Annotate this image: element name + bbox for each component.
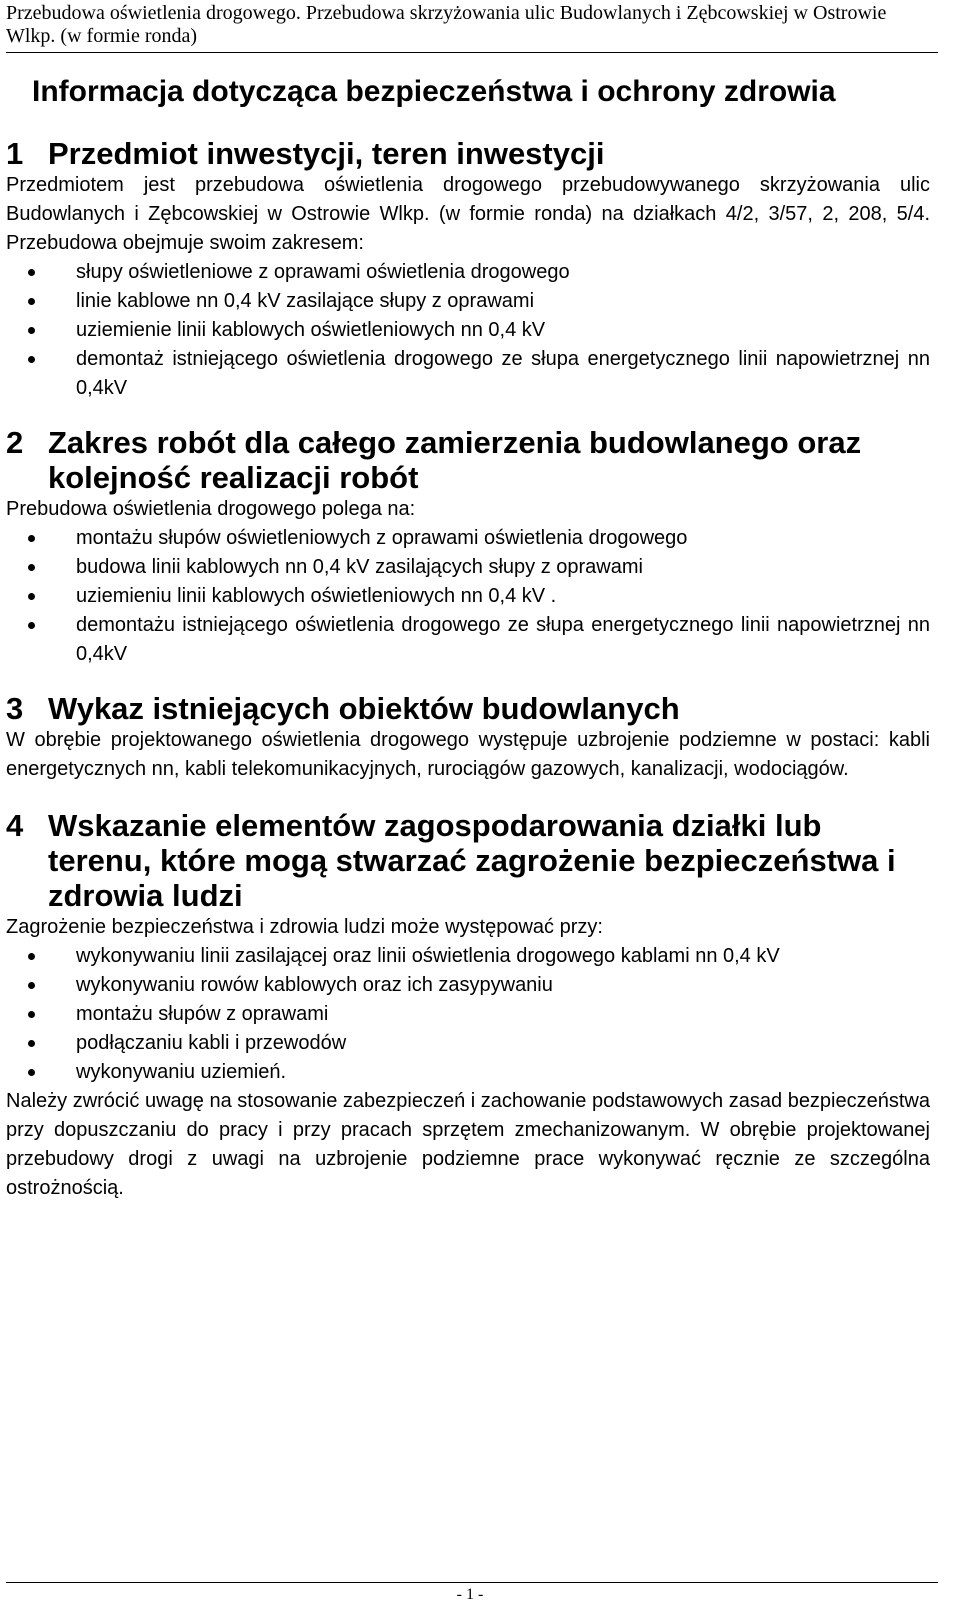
bullet-icon xyxy=(28,622,35,629)
bullet-icon xyxy=(28,982,35,989)
section-title: Wykaz istniejących obiektów budowlanych xyxy=(48,691,680,726)
section-intro: Przedmiotem jest przebudowa oświetlenia drogowego przebudowywanego skrzyżowania ulic Budowlanych i Zębcowskiej w Ostrowie Wlkp. (w formie ronda) na działkach 4/2, 3/57, 2, 208, 5/4. Przebudowa obejmuje swoim zakresem: xyxy=(6,174,930,254)
list-item: wykonywaniu rowów kablowych oraz ich zasypywaniu xyxy=(6,971,930,1000)
document-content xyxy=(6,70,930,1203)
section-heading xyxy=(6,425,930,495)
bullet-icon xyxy=(28,1040,35,1047)
bullet-icon xyxy=(28,953,35,960)
bullet-icon xyxy=(28,1069,35,1076)
section-1 xyxy=(6,136,930,403)
list-item: montażu słupów z oprawami xyxy=(6,1000,930,1029)
list-item: linie kablowe nn 0,4 kV zasilające słupy z oprawami xyxy=(6,287,930,316)
list-item: uziemienie linii kablowych oświetleniowych nn 0,4 kV xyxy=(6,316,930,345)
section-heading xyxy=(6,136,930,171)
section-2 xyxy=(6,425,930,669)
bullet-icon xyxy=(28,327,35,334)
bullet-icon xyxy=(28,535,35,542)
section-4 xyxy=(6,808,930,1203)
section-intro: Prebudowa oświetlenia drogowego polega na: xyxy=(6,498,416,520)
bullet-icon xyxy=(28,269,35,276)
list-item: montażu słupów oświetleniowych z oprawami oświetlenia drogowego xyxy=(6,524,930,553)
document-title: Informacja dotycząca bezpieczeństwa i ochrony zdrowia xyxy=(32,75,836,108)
bullet-list xyxy=(6,942,930,1087)
bullet-icon xyxy=(28,593,35,600)
list-item: budowa linii kablowych nn 0,4 kV zasilających słupy z oprawami xyxy=(6,553,930,582)
header-rule xyxy=(6,52,938,53)
bullet-icon xyxy=(28,1011,35,1018)
footer-rule xyxy=(6,1582,938,1583)
section-number: 1 xyxy=(6,136,24,171)
list-item: wykonywaniu linii zasilającej oraz linii oświetlenia drogowego kablami nn 0,4 kV xyxy=(6,942,930,971)
section-title: Zakres robót dla całego zamierzenia budowlanego oraz kolejność realizacji robót xyxy=(48,425,862,495)
bullet-list xyxy=(6,524,930,669)
list-item: słupy oświetleniowe z oprawami oświetlenia drogowego xyxy=(6,258,930,287)
section-heading xyxy=(6,691,930,726)
section-closing: Należy zwrócić uwagę na stosowanie zabezpieczeń i zachowanie podstawowych zasad bezpieczeństwa przy dopuszczaniu do pracy i przy pracach sprzętem zmechanizowanym. W obrębie projektowanej przebudowy drogi z uwagi na uzbrojenie podziemne prace wykonywać ręcznie ze szczególna ostrożnością. xyxy=(6,1090,930,1199)
running-header: Przebudowa oświetlenia drogowego. Przebudowa skrzyżowania ulic Budowlanych i Zębcowskiej w Ostrowie Wlkp. (w formie ronda) xyxy=(6,2,887,47)
bullet-list xyxy=(6,258,930,403)
bullet-icon xyxy=(28,356,35,363)
section-intro: W obrębie projektowanego oświetlenia drogowego występuje uzbrojenie podziemne w postaci: kabli energetycznych nn, kabli telekomunikacyjnych, rurociągów gazowych, kanalizacji, wodociągów. xyxy=(6,729,930,780)
page-number: - 1 - xyxy=(456,1586,484,1603)
list-item: demontaż istniejącego oświetlenia drogowego ze słupa energetycznego linii napowietrznej nn 0,4kV xyxy=(6,345,930,403)
list-item: demontażu istniejącego oświetlenia drogowego ze słupa energetycznego linii napowietrznej nn 0,4kV xyxy=(6,611,930,669)
bullet-icon xyxy=(28,564,35,571)
section-intro: Zagrożenie bezpieczeństwa i zdrowia ludzi może występować przy: xyxy=(6,916,603,938)
section-title: Przedmiot inwestycji, teren inwestycji xyxy=(48,136,605,171)
section-number: 2 xyxy=(6,425,24,460)
section-3 xyxy=(6,691,930,784)
section-heading xyxy=(6,808,930,913)
bullet-icon xyxy=(28,298,35,305)
section-title: Wskazanie elementów zagospodarowania działki lub terenu, które mogą stwarzać zagrożenie bezpieczeństwa i zdrowia ludzi xyxy=(48,808,896,913)
list-item: uziemieniu linii kablowych oświetleniowych nn 0,4 kV . xyxy=(6,582,930,611)
section-number: 4 xyxy=(6,808,24,843)
list-item: podłączaniu kabli i przewodów xyxy=(6,1029,930,1058)
list-item: wykonywaniu uziemień. xyxy=(6,1058,930,1087)
section-number: 3 xyxy=(6,691,24,726)
